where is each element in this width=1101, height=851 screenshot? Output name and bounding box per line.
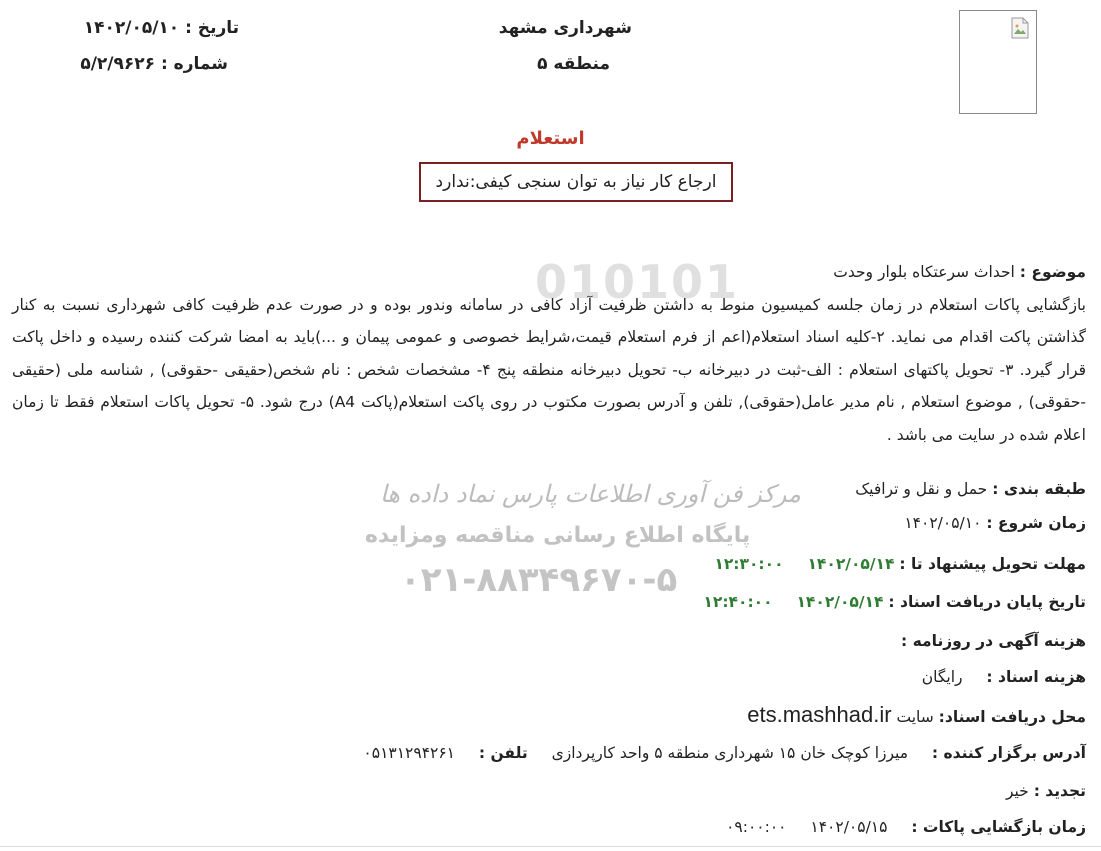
watermark-portal: پایگاه اطلاع رسانی مناقصه ومزایده <box>365 523 751 548</box>
doc-cost-value: رایگان <box>921 668 963 686</box>
letter-number <box>80 54 228 74</box>
doc-cost-row <box>922 668 1086 686</box>
letter-date <box>84 18 239 38</box>
opening-time: ۰۹:۰۰:۰۰ <box>726 818 787 836</box>
opening-row <box>726 818 1086 836</box>
subject-value: احداث سرعتکاه بلوار وحدت <box>833 263 1015 281</box>
start-label: زمان شروع : <box>986 514 1086 532</box>
doc-end-time: ۱۲:۴۰:۰۰ <box>703 593 773 611</box>
doc-cost-label: هزینه اسناد : <box>986 668 1086 686</box>
category-value: حمل و نقل و ترافیک <box>855 480 988 498</box>
watermark-company: مرکز فن آوری اطلاعات پارس نماد داده ها <box>380 480 801 508</box>
quality-assessment-note: ارجاع کار نیاز به توان سنجی کیفی:ندارد <box>419 162 733 202</box>
start-value: ۱۴۰۲/۰۵/۱۰ <box>904 514 982 532</box>
deadline-label: مهلت تحویل پیشنهاد تا : <box>899 555 1086 573</box>
organizer-address: میرزا کوچک خان ۱۵ شهرداری منطقه ۵ واحد کارپردازی <box>551 744 909 762</box>
organizer-label: آدرس برگزار کننده : <box>931 744 1086 762</box>
doc-place-row <box>747 702 1086 728</box>
doc-end-row <box>703 593 1086 611</box>
document-title: استعلام <box>516 128 585 149</box>
deadline-time: ۱۲:۳۰:۰۰ <box>714 555 784 573</box>
number-label: شماره : <box>160 54 228 74</box>
phone-label: تلفن : <box>478 744 528 762</box>
region-name: منطقه ۵ <box>537 54 610 74</box>
watermark-phone: ۰۲۱-۸۸۳۴۹۶۷۰-۵ <box>400 560 678 600</box>
broken-image-icon <box>1010 17 1030 39</box>
date-label: تاریخ : <box>185 18 239 38</box>
subject-label: موضوع : <box>1019 263 1086 281</box>
start-row <box>904 514 1086 532</box>
category-row <box>855 480 1086 498</box>
ad-cost-label: هزینه آگهی در روزنامه : <box>901 632 1086 650</box>
category-label: طبقه بندی : <box>992 480 1086 498</box>
doc-place-site[interactable]: ets.mashhad.ir <box>747 702 892 727</box>
doc-end-date: ۱۴۰۲/۰۵/۱۴ <box>796 593 884 611</box>
deadline-row <box>714 555 1086 573</box>
doc-place-prefix: سایت <box>896 708 934 726</box>
watermark-digits: 010101 <box>535 255 740 309</box>
subject-line <box>12 256 1086 289</box>
deadline-date: ۱۴۰۲/۰۵/۱۴ <box>807 555 895 573</box>
renewal-label: تجدید : <box>1033 782 1086 800</box>
opening-label: زمان بازگشایی پاکات : <box>911 818 1086 836</box>
description-text: بازگشایی پاکات استعلام در زمان جلسه کمیسیون منوط به داشتن ظرفیت آزاد کافی در سامانه وندور بوده و در صورت عدم ظرفیت کافی شهرداری نسبت به کنار گذاشتن پاکت اقدام می نماید. ۲-کلیه اسناد استعلام(اعم از فرم استعلام قیمت،شرایط خصوصی و عمومی پیمان و ...)باید به امضا شرکت کننده رسیده و داخل پاکت قرار گیرد. ۳- تحویل پاکتهای استعلام : الف-ثبت در دبیرخانه ب- تحویل دبیرخانه منطقه پنج ۴- مشخصات شخص : نام شخص(حقیقی -حقوقی) , شناسه ملی (حقیقی -حقوقی) , موضوع استعلام , نام مدیر عامل(حقوقی), تلفن و آدرس بصورت مکتوب در روی پاکت استعلام(پاکت A4) درج شود. ۵- تحویل پاکات استعلام فقط تا زمان اعلام شده در سایت می باشد . <box>12 295 1087 444</box>
image-placeholder <box>959 10 1037 114</box>
doc-place-label: محل دریافت اسناد: <box>938 708 1086 726</box>
phone-value: ۰۵۱۳۱۲۹۴۲۶۱ <box>363 744 455 762</box>
renewal-value: خیر <box>1005 782 1029 800</box>
ad-cost-row <box>901 632 1086 650</box>
renewal-row <box>1006 782 1086 800</box>
organizer-row <box>363 744 1086 762</box>
bottom-divider <box>0 846 1101 847</box>
municipality-name: شهرداری مشهد <box>498 18 632 38</box>
number-value: ۵/۲/۹۶۲۶ <box>80 54 156 74</box>
date-value: ۱۴۰۲/۰۵/۱۰ <box>83 18 180 38</box>
doc-end-label: تاریخ پایان دریافت اسناد : <box>888 593 1086 611</box>
description-block <box>12 256 1086 451</box>
opening-date: ۱۴۰۲/۰۵/۱۵ <box>810 818 888 836</box>
